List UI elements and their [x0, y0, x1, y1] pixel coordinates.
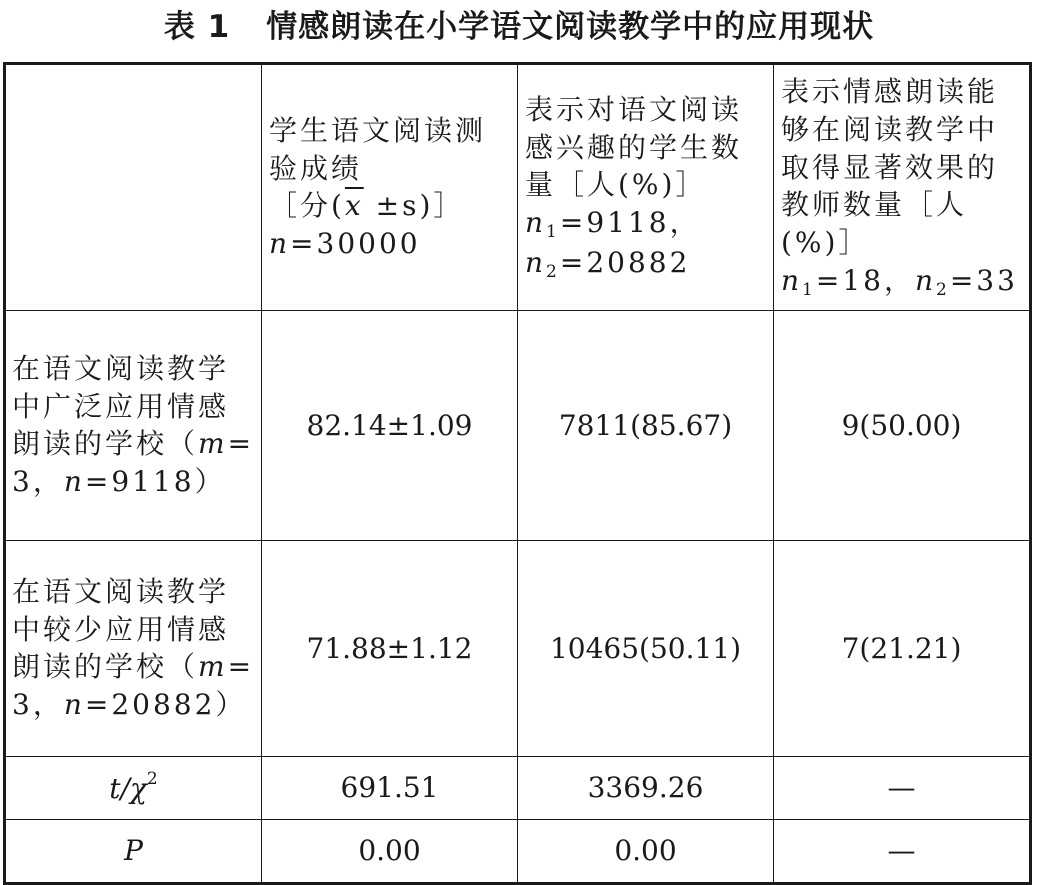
stat-label-t: t	[109, 772, 121, 806]
header-score-line2: 验成绩	[269, 151, 363, 185]
data-table	[3, 62, 1032, 885]
header-teachers-n1-sub: 1	[802, 279, 816, 300]
row-label-line3-pre: 朗读的学校（	[12, 650, 199, 684]
header-teachers-n2-label: n	[914, 263, 937, 297]
table-row-wide-use	[5, 310, 1031, 540]
header-score	[262, 64, 518, 311]
header-teachers-line4: 教师数量［人(%)］	[781, 188, 968, 260]
row-label-m: m	[198, 650, 228, 684]
header-interest-n1-value: =9118，	[559, 206, 701, 240]
header-interest-line3: 量［人(%)］	[525, 168, 707, 202]
row-label-line3-post: =	[227, 650, 255, 684]
header-interest-line2: 感兴趣的学生数	[525, 130, 743, 164]
cell-teachers: 7(21.21)	[774, 540, 1031, 756]
header-score-unit-pre: ［分(	[269, 189, 345, 223]
cell-interest: 7811(85.67)	[518, 310, 774, 540]
header-teachers-n2-value: =33	[949, 263, 1018, 297]
row-label-statistic	[5, 756, 262, 819]
row-label-n: n	[63, 688, 85, 722]
row-label-line4-pre: 3，	[12, 688, 64, 722]
header-interest	[518, 64, 774, 311]
cell-stat-score: 691.51	[262, 756, 518, 819]
header-interest-n1-sub: 1	[546, 222, 560, 243]
row-label-line3-post: =	[227, 427, 255, 461]
row-label-line2: 中广泛应用情感	[12, 389, 230, 423]
header-interest-n1	[525, 204, 767, 244]
row-label-line3-pre: 朗读的学校（	[12, 427, 199, 461]
cell-interest: 10465(50.11)	[518, 540, 774, 756]
row-label-line1: 在语文阅读教学	[12, 574, 230, 608]
header-interest-n2-label: n	[525, 246, 547, 280]
header-score-line3	[269, 187, 511, 225]
cell-p-teachers: —	[774, 819, 1031, 883]
header-teachers-line3: 取得显著效果的	[781, 150, 999, 184]
header-score-line1: 学生语文阅读测	[269, 113, 487, 147]
row-label-line4-post: =20882）	[84, 688, 247, 722]
cell-stat-teachers: —	[774, 756, 1031, 819]
header-score-xbar: $\overline{x}$	[344, 189, 364, 223]
header-interest-n2	[525, 244, 767, 284]
row-label-wide-use	[5, 310, 262, 540]
header-teachers-n1-label: n	[781, 263, 803, 297]
cell-score: 82.14±1.09	[262, 310, 518, 540]
header-score-n	[269, 225, 511, 263]
header-row	[5, 64, 1031, 311]
header-empty-cell	[5, 64, 262, 311]
header-interest-n2-value: =20882	[559, 246, 691, 280]
table-title	[0, 2, 1038, 52]
cell-p-score: 0.00	[262, 819, 518, 883]
table-row-less-use	[5, 540, 1031, 756]
row-label-m: m	[198, 427, 228, 461]
row-label-line1: 在语文阅读教学	[12, 351, 230, 385]
row-label-less-use	[5, 540, 262, 756]
header-teachers-line2: 够在阅读教学中	[781, 112, 999, 146]
header-score-n-label: n	[269, 227, 291, 261]
row-label-line4	[12, 686, 257, 724]
header-score-n-value: =30000	[290, 227, 421, 261]
header-teachers	[774, 64, 1031, 311]
table-row-statistic	[5, 756, 1031, 819]
table-row-p	[5, 819, 1031, 883]
header-interest-line1: 表示对语文阅读	[525, 92, 743, 126]
row-label-line3	[12, 425, 257, 463]
row-label-line2: 中较少应用情感	[12, 612, 230, 646]
row-label-line3	[12, 648, 257, 686]
header-teachers-n	[781, 262, 1023, 302]
header-score-unit-post: ±s)］	[363, 189, 465, 223]
header-teachers-n2-sub: 2	[936, 279, 950, 300]
cell-stat-interest: 3369.26	[518, 756, 774, 819]
stat-label-chi: /χ	[120, 772, 147, 806]
header-teachers-n1-value: =18，	[815, 263, 915, 297]
table-caption: 情感朗读在小学语文阅读教学中的应用现状	[266, 9, 875, 45]
row-label-line4	[12, 463, 257, 501]
stat-label-sup: 2	[146, 769, 158, 790]
header-teachers-line1: 表示情感朗读能	[781, 75, 999, 108]
header-interest-n2-sub: 2	[546, 262, 560, 283]
cell-teachers: 9(50.00)	[774, 310, 1031, 540]
header-interest-n1-label: n	[525, 206, 547, 240]
table-number: 表 1	[163, 9, 231, 45]
row-label-line4-pre: 3，	[12, 465, 64, 499]
row-label-line4-post: =9118）	[84, 465, 226, 499]
cell-score: 71.88±1.12	[262, 540, 518, 756]
row-label-n: n	[63, 465, 85, 499]
cell-p-interest: 0.00	[518, 819, 774, 883]
row-label-p: P	[5, 819, 262, 883]
